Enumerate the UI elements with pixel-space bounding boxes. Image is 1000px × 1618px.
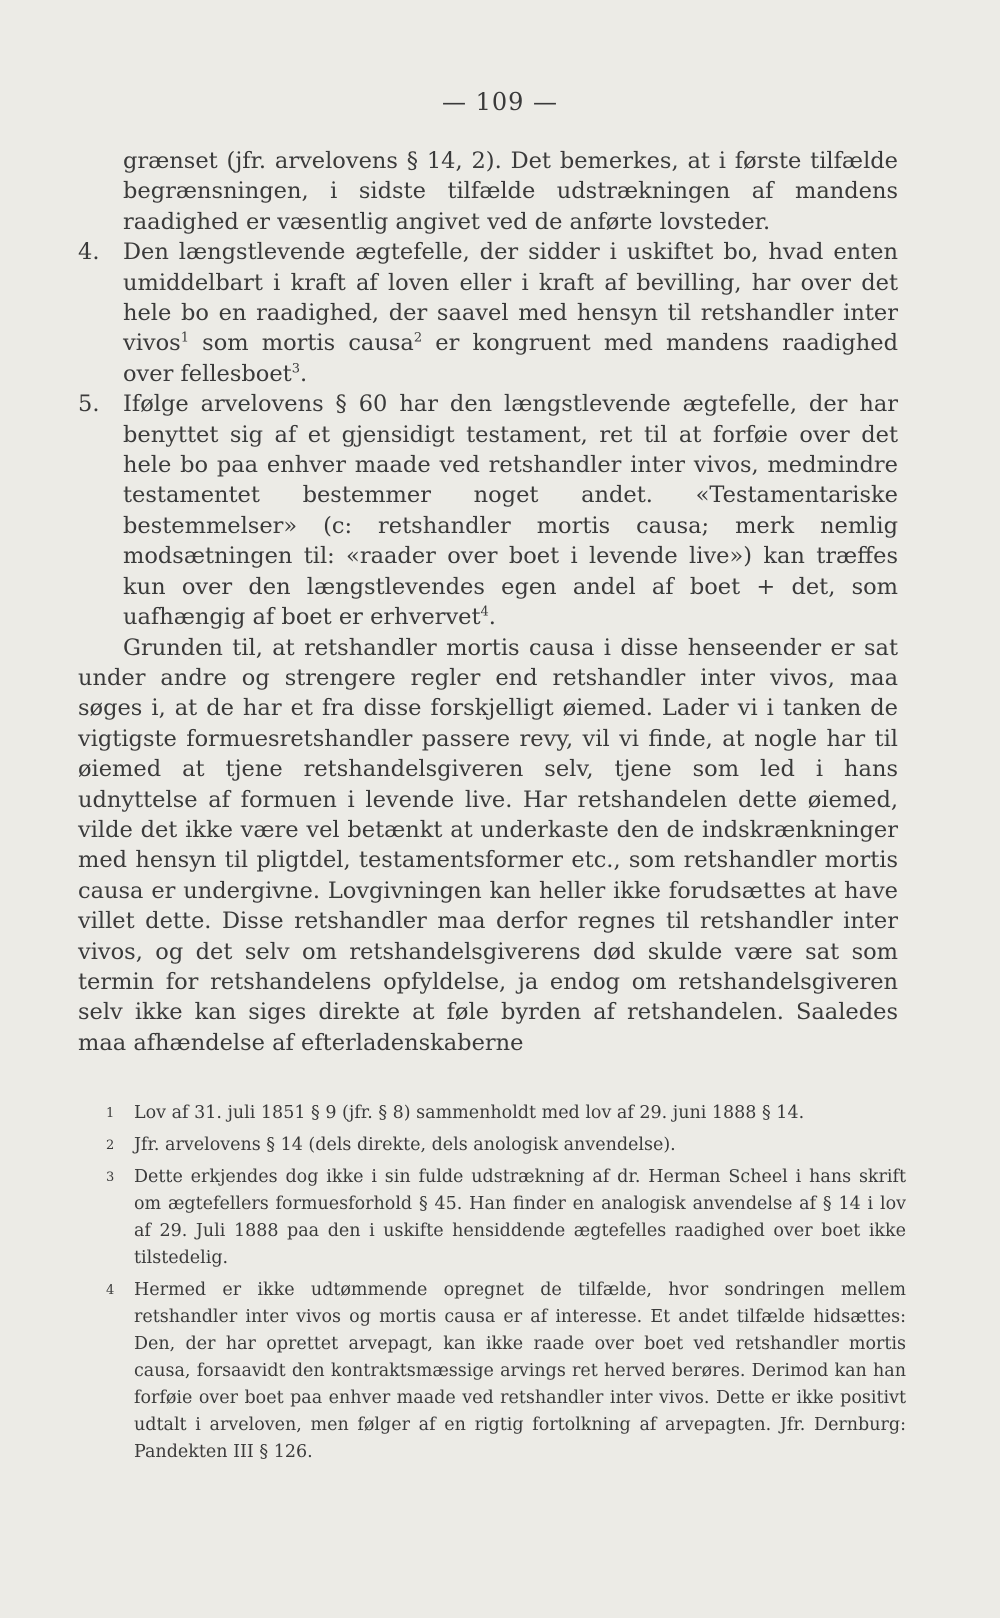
item-text: er kongruent med mandens raadighed over fellesboet [123,330,898,387]
footnote-ref: 1 [180,330,189,346]
footnote-text: Hermed er ikke udtømmende opregnet de tilfælde, hvor sondringen mellem retshandler inter vivos og mortis causa er af interesse. Et andet tilfælde hidsættes: Den, der har oprettet arvepagt, kan ikke raade over boet ved retshandler mortis causa, forsaavidt den kontraktsmæssige arvings ret herved berøres. Derimod kan han forføie over boet paa enhver maade ved retshandler inter vivos. Dette er ikke positivt udtalt i arveloven, men følger af en rigtig fortolkning af arvepagten. Jfr. Dernburg: Pandekten III § 126. [134,1280,906,1462]
item-number: 4. [78,239,100,266]
body-text [78,146,898,1058]
footnote-number: 2 [106,1138,115,1153]
item-text: som mortis causa [189,330,414,357]
item-text: Den længstlevende ægtefelle, der sidder i uskiftet bo, hvad enten umiddelbart i kraft af loven eller i kraft af bevilling, har over det hele bo en raadighed, der saavel med hensyn til retshandler inter vivos [123,239,898,357]
footnote-text: Jfr. arvelovens § 14 (dels direkte, dels anologisk anvendelse). [134,1135,676,1155]
footnote-text: Dette erkjendes dog ikke i sin fulde udstrækning af dr. Herman Scheel i hans skrift om ægtefellers formuesforhold § 45. Han finder en analogisk anvendelse af § 14 i lov af 29. Juli 1888 paa den i uskifte hensiddende ægtefelles raadighed over boet ikke tilstedelig. [134,1167,906,1268]
footnote-2 [106,1132,906,1159]
footnote-ref: 3 [291,361,300,377]
list-item-4 [78,237,898,389]
item-text: . [488,604,496,631]
footnotes [106,1100,906,1471]
item-number: 5. [78,391,100,418]
footnote-ref: 2 [413,330,423,346]
footnote-1 [106,1100,906,1127]
footnote-number: 4 [106,1283,115,1298]
list-item-5 [78,389,898,632]
footnote-3 [106,1164,906,1272]
footnote-text: Lov af 31. juli 1851 § 9 (jfr. § 8) sammenholdt med lov af 29. juni 1888 § 14. [134,1103,805,1123]
footnote-4 [106,1277,906,1466]
footnote-ref: 4 [480,604,489,620]
paragraph: Grunden til, at retshandler mortis causa i disse henseender er sat under andre og strengere regler end retshandler inter vivos, maa søges i, at de har et fra disse forskjelligt øiemed. Lader vi i tanken de vigtigste formuesretshandler passere revy, vil vi finde, at nogle har til øiemed at tjene retshandelsgiveren selv, tjene som led i hans udnyttelse af formuen i levende live. Har retshandelen dette øiemed, vilde det ikke være vel betænkt at underkaste den de indskrænkninger med hensyn til pligtdel, testamentsformer etc., som retshandler mortis causa er undergivne. Lovgivningen kan heller ikke forudsættes at have villet dette. Disse retshandler maa derfor regnes til retshandler inter vivos, og det selv om retshandelsgiverens død skulde være sat som termin for retshandelens opfyldelse, ja endog om retshandelsgiveren selv ikke kan siges direkte at føle byrden af retshandelen. Saaledes maa afhændelse af efterladenskaberne [78,634,898,1056]
footnote-number: 1 [106,1106,115,1121]
continued-text: grænset (jfr. arvelovens § 14, 2). Det bemerkes, at i første tilfælde begrænsningen, i sidste tilfælde udstrækningen af mandens raadighed er væsentlig angivet ved de anførte lovsteder. [123,148,898,235]
item-text: Ifølge arvelovens § 60 har den længstlevende ægtefelle, der har benyttet sig af et gjensidigt testament, ret til at forføie over det hele bo paa enhver maade ved retshandler inter vivos, medmindre testamentet bestemmer noget andet. «Testamentariske bestemmelser» (c: retshandler mortis causa; merk nemlig modsætningen til: «raader over boet i levende live») kan træffes kun over den længstlevendes egen andel af boet + det, som uafhængig af boet er erhvervet [123,391,898,631]
footnote-number: 3 [106,1170,115,1185]
page-number: — 109 — [441,88,559,116]
item-text: . [299,360,308,387]
